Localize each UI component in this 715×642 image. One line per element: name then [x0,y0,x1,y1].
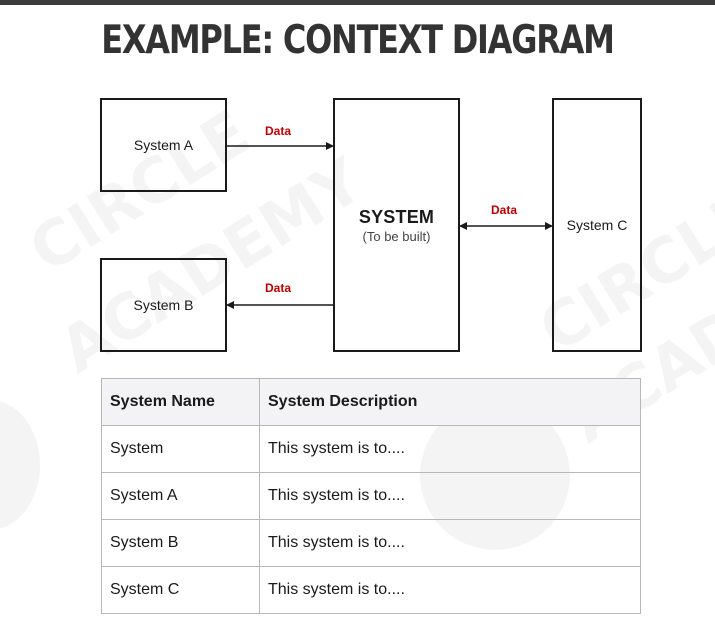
cell-system-description: This system is to.... [260,473,641,520]
cell-system-name: System A [102,473,260,520]
flow-label-system-c: Data [491,203,518,217]
cell-system-description: This system is to.... [260,426,641,473]
header-system-name: System Name [102,379,260,426]
system-c-box [552,98,642,352]
header-system-description: System Description [260,379,641,426]
system-c-label: System C [566,217,628,233]
cell-system-description: This system is to.... [260,520,641,567]
cell-system-name: System C [102,567,260,614]
table-header-row [102,379,641,426]
table-row [102,520,641,567]
table-row [102,567,641,614]
system-main-box [333,98,460,352]
system-main-label: SYSTEM [358,206,435,227]
page-title: EXAMPLE: CONTEXT DIAGRAM [101,18,614,63]
system-a-label: System A [133,137,194,153]
flow-label-a-to-system: Data [265,124,292,138]
cell-system-name: System B [102,520,260,567]
system-a-box [100,98,227,192]
cell-system-name: System [102,426,260,473]
system-b-label: System B [133,297,194,313]
table-row [102,426,641,473]
system-b-box [100,258,227,352]
cell-system-description: This system is to.... [260,567,641,614]
table-row [102,473,641,520]
systems-table [101,378,641,614]
system-main-sublabel: (To be built) [362,228,431,244]
flow-label-system-to-b: Data [265,281,292,295]
